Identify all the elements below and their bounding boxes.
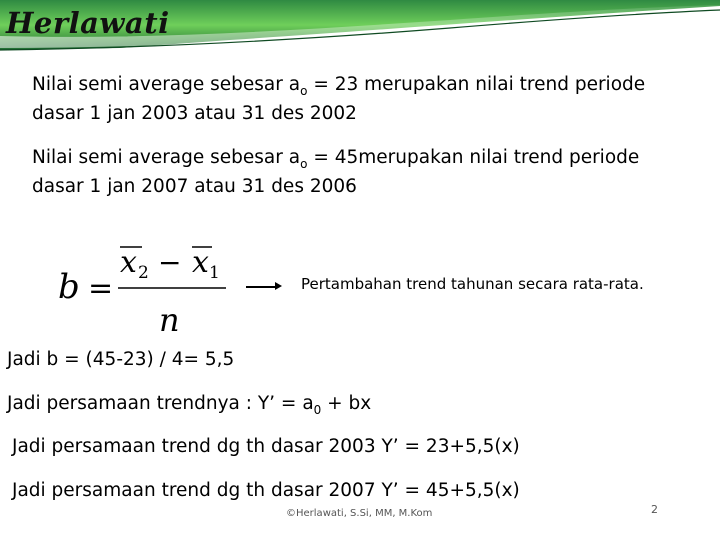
formula-b <box>58 238 228 338</box>
page-number: 2 <box>651 503 658 516</box>
formula-denominator: n <box>159 301 180 338</box>
right-arrow-icon <box>246 286 276 288</box>
formula-minus: − <box>158 246 182 279</box>
result-b-value: Jadi b = (45-23) / 4= 5,5 <box>7 349 235 370</box>
footer-copyright: ©Herlawati, S.Si, MM, M.Kom <box>286 508 433 519</box>
formula-lhs: b <box>58 267 80 307</box>
paragraph-1-line-1: Nilai semi average sebesar $a_o = 23$ merupakan nilai trend periode <box>32 74 646 98</box>
result-trend-2007: Jadi persamaan trend dg th dasar 2007 Y’ = 45+5,5(x) <box>12 480 520 501</box>
paragraph-2-line-1: Nilai semi average sebesar $a_o$ = 45merupakan nilai trend periode <box>32 147 640 171</box>
paragraph-1-line-2: dasar 1 jan 2003 atau 31 des 2002 <box>32 103 357 124</box>
formula-x1: x <box>192 245 209 280</box>
formula-x2-sub: 2 <box>138 263 149 283</box>
result-trend-equation: Jadi persamaan trendnya : Y’ = $a_0$ + bx <box>7 393 372 417</box>
formula-equals: = <box>88 271 114 306</box>
formula-caption: Pertambahan trend tahunan secara rata-rata. <box>301 275 644 293</box>
formula-x2: x <box>120 245 137 280</box>
result-trend-2003: Jadi persamaan trend dg th dasar 2003 Y’ = 23+5,5(x) <box>12 436 520 457</box>
banner-title: Herlawati <box>6 6 170 40</box>
formula-x1-sub: 1 <box>209 263 220 283</box>
paragraph-2-line-2: dasar 1 jan 2007 atau 31 des 2006 <box>32 176 357 197</box>
